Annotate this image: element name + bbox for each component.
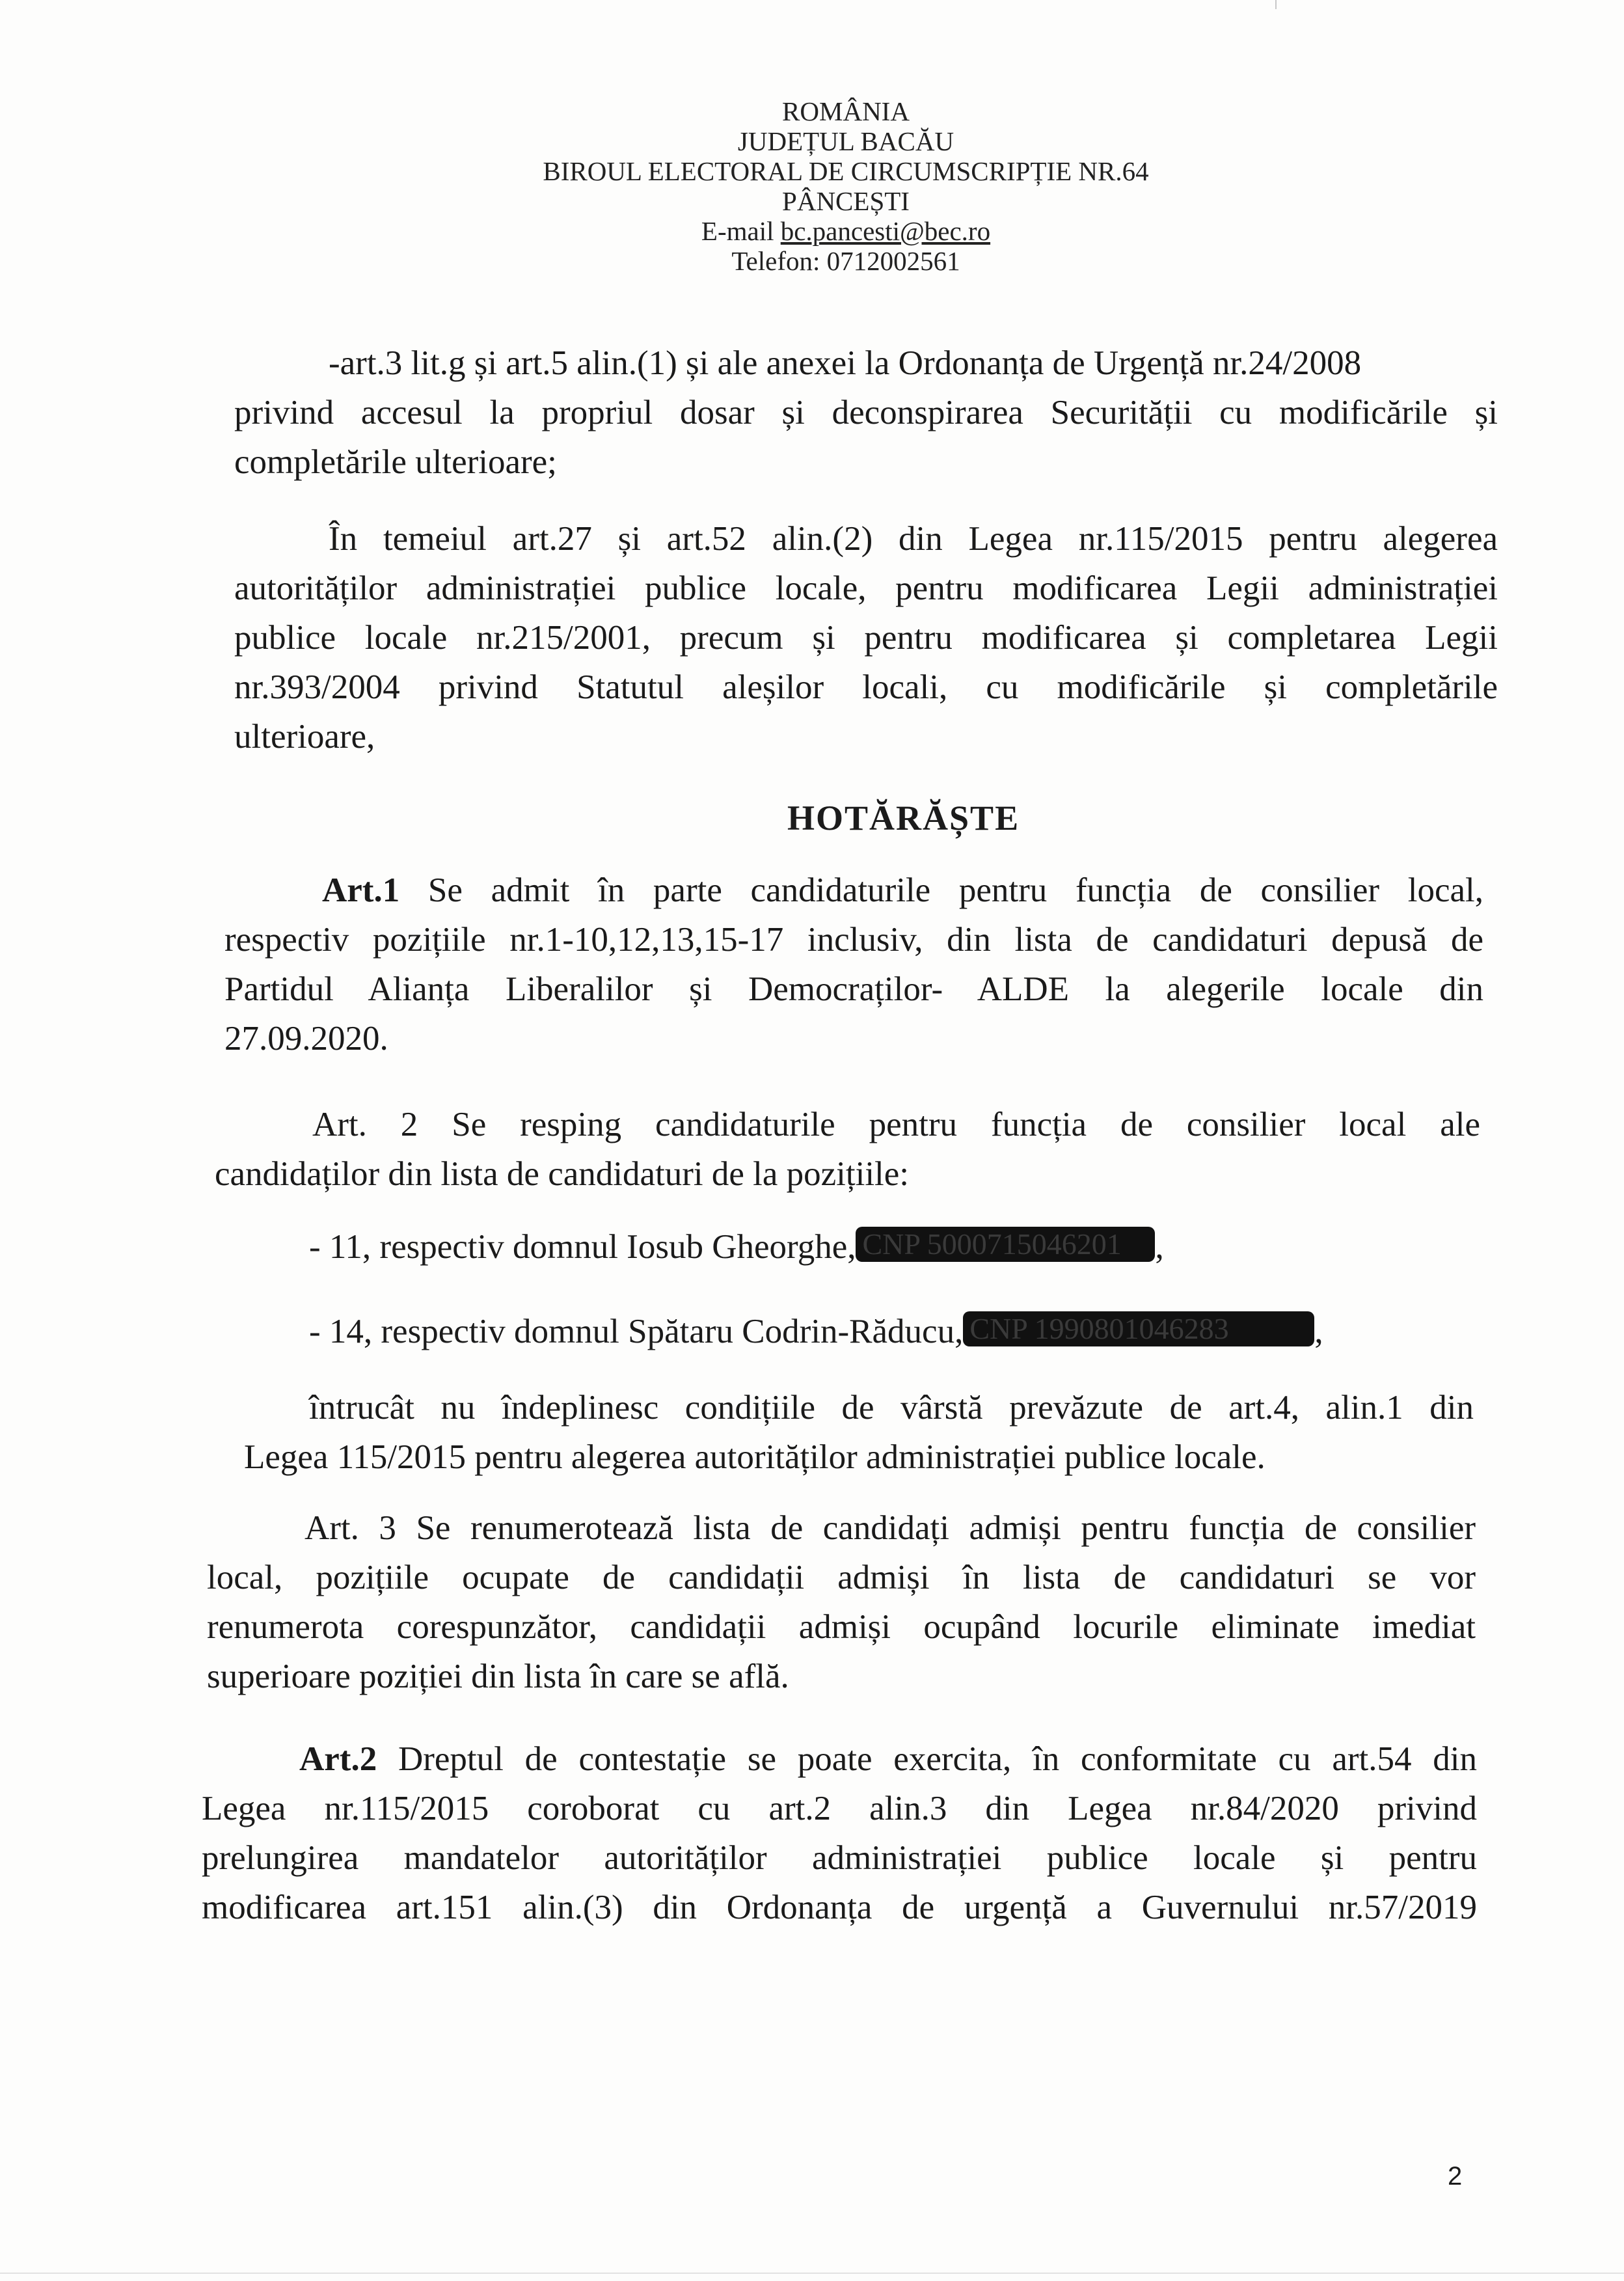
- text-line: prelungirea mandatelor autorităților administrației publice locale și pentru: [202, 1839, 1477, 1877]
- text-line: publice locale nr.215/2001, precum și pentru modificarea și completarea Legii: [234, 619, 1498, 657]
- page-number: 2: [1448, 2162, 1463, 2191]
- item-suffix: ,: [1314, 1313, 1323, 1350]
- email-label: E-mail: [701, 216, 781, 246]
- text-line: Legea 115/2015 pentru alegerea autorităților administrației publice locale.: [244, 1438, 1265, 1476]
- header-email-line: [521, 216, 1171, 246]
- redacted-cnp: CNP 1990801046283: [963, 1311, 1314, 1346]
- text-line: respectiv pozițiile nr.1-10,12,13,15-17 inclusiv, din lista de candidaturi depusă de: [224, 921, 1483, 959]
- decision-title: HOTĂRĂȘTE: [787, 799, 1020, 838]
- text-line: Art. 2 Se resping candidaturile pentru funcția de consilier local ale: [312, 1106, 1480, 1143]
- header-country: ROMÂNIA: [782, 96, 910, 126]
- article-contest: [202, 1734, 1477, 1932]
- header-county: JUDEȚUL BACĂU: [737, 126, 954, 156]
- text-line: În temeiul art.27 și art.52 alin.(2) din Legea nr.115/2015 pentru alegerea: [329, 520, 1498, 558]
- text-line: autorităților administrației publice locale, pentru modificarea Legii administrației: [234, 569, 1498, 607]
- text-line: modificarea art.151 alin.(3) din Ordonanța de urgență a Guvernului nr.57/2019: [202, 1889, 1477, 1926]
- text-line: local, pozițiile ocupate de candidații admiși în lista de candidaturi se vor: [207, 1559, 1476, 1596]
- text-line: întrucât nu îndeplinesc condițiile de vârstă prevăzute de art.4, alin.1 din: [309, 1389, 1474, 1427]
- rejected-candidate-item: [309, 1311, 1323, 1351]
- email-link[interactable]: bc.pancesti@bec.ro: [780, 216, 991, 246]
- intro-paragraph-1: [234, 338, 1498, 487]
- redacted-cnp: CNP 5000715046201: [856, 1227, 1155, 1262]
- header-locality: PÂNCEȘTI: [782, 186, 910, 216]
- text-line: Legea nr.115/2015 coroborat cu art.2 alin.3 din Legea nr.84/2020 privind: [202, 1790, 1477, 1827]
- text-line: completările ulterioare;: [234, 443, 557, 481]
- rejection-reason: [244, 1383, 1474, 1482]
- text-line: 27.09.2020.: [224, 1020, 388, 1058]
- text-line: [202, 1734, 1477, 1784]
- scan-edge-line: [0, 2273, 1624, 2274]
- article-2: [215, 1100, 1480, 1199]
- item-suffix: ,: [1155, 1228, 1164, 1266]
- text-line: Partidul Alianța Liberalilor și Democraților- ALDE la alegerile locale din: [224, 970, 1483, 1008]
- text-line: ulterioare,: [234, 718, 375, 756]
- rejected-candidate-item: [309, 1227, 1164, 1266]
- header-office: BIROUL ELECTORAL DE CIRCUMSCRIPȚIE NR.64: [543, 156, 1149, 186]
- text-line: renumerota corespunzător, candidații admiși ocupând locurile eliminate imediat: [207, 1608, 1476, 1646]
- candidate-text: - 14, respectiv domnul Spătaru Codrin-Răducu,: [309, 1313, 964, 1350]
- text-line: nr.393/2004 privind Statutul aleșilor locali, cu modificările și completările: [234, 668, 1498, 706]
- intro-paragraph-2: [234, 514, 1498, 761]
- article-text: Se admit în parte candidaturile pentru funcția de consilier local,: [399, 871, 1483, 909]
- header-phone: Telefon: 0712002561: [731, 246, 960, 276]
- text-line: Art. 3 Se renumerotează lista de candidați admiși pentru funcția de consilier: [304, 1509, 1476, 1547]
- text-line: candidaților din lista de candidaturi de la pozițiile:: [215, 1155, 910, 1193]
- article-1: [224, 866, 1483, 1063]
- article-label: Art.1: [322, 871, 400, 909]
- document-header: [521, 96, 1171, 276]
- text-line: [224, 866, 1483, 915]
- text-line: privind accesul la propriul dosar și deconspirarea Securității cu modificările și: [234, 394, 1498, 431]
- candidate-text: - 11, respectiv domnul Iosub Gheorghe,: [309, 1228, 856, 1266]
- text-line: superioare poziției din lista în care se află.: [207, 1658, 789, 1695]
- article-3: [207, 1503, 1476, 1701]
- article-text: Dreptul de contestație se poate exercita, în conformitate cu art.54 din: [377, 1740, 1477, 1778]
- scan-mark: [1275, 0, 1277, 9]
- text-line: -art.3 lit.g și art.5 alin.(1) și ale anexei la Ordonanța de Urgență nr.24/2008: [329, 344, 1362, 382]
- article-label: Art.2: [299, 1740, 377, 1778]
